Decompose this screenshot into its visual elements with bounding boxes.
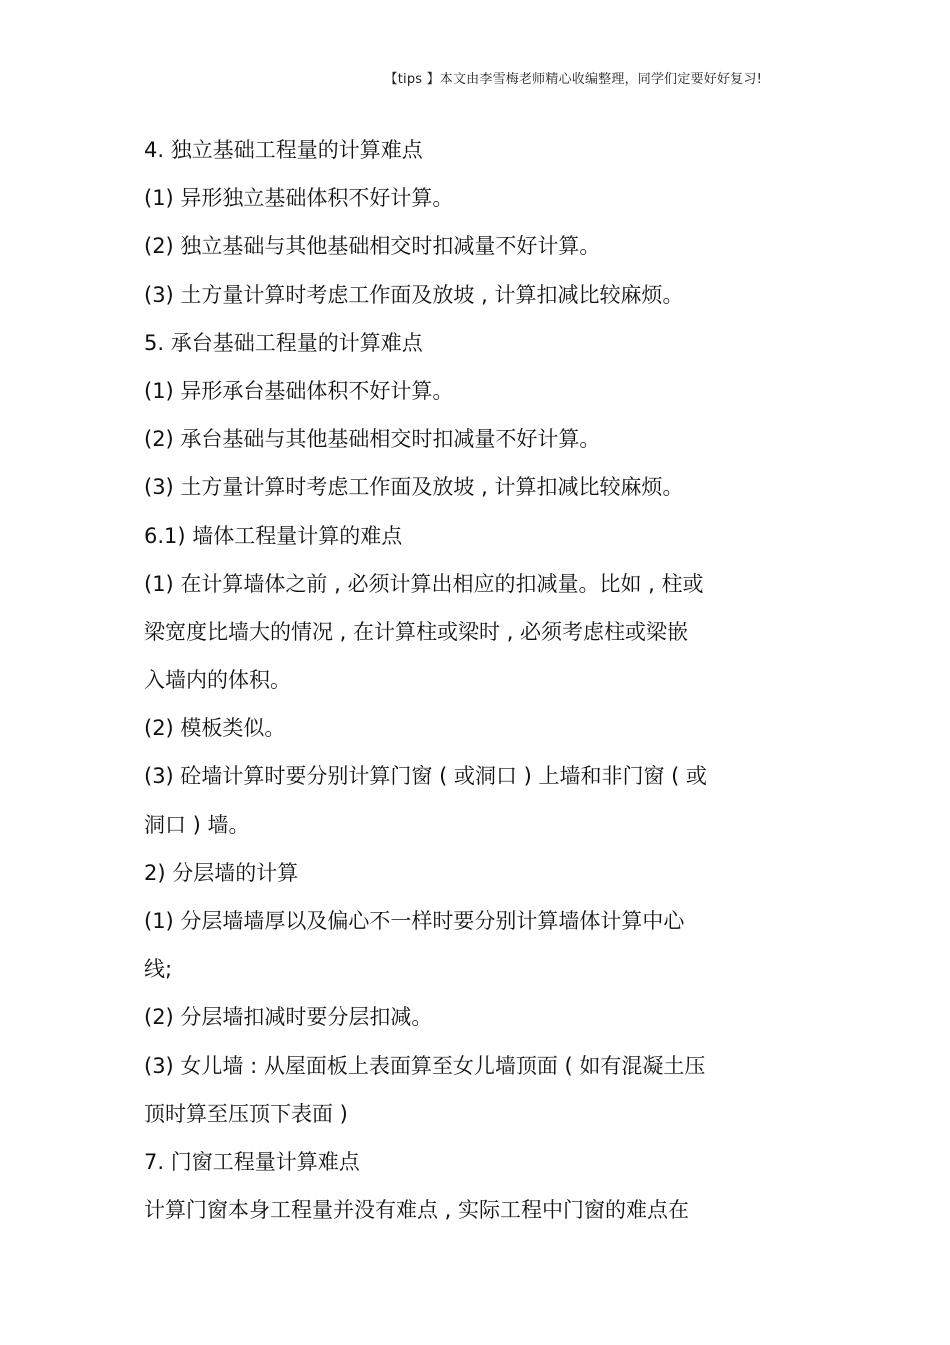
header-tip-note: 【tips 】本文由李雪梅老师精心收编整理，同学们定要好好复习! [384,72,762,87]
paragraph-line: (1) 分层墙墙厚以及偏心不一样时要分别计算墙体计算中心 [144,909,685,933]
paragraph-line: (3) 土方量计算时考虑工作面及放坡 , 计算扣减比较麻烦。 [144,475,684,500]
paragraph-line: (2) 承台基础与其他基础相交时扣减量不好计算。 [144,427,601,452]
paragraph-line: (3) 女儿墙 : 从屋面板上表面算至女儿墙顶面 ( 如有混凝土压 [144,1053,706,1078]
paragraph-line: (1) 异形承台基础体积不好计算。 [144,378,454,403]
paragraph-line: 顶时算至压顶下表面 ) [144,1101,348,1126]
paragraph-line: 线; [144,957,173,982]
paragraph-line: 洞口 ) 墙。 [144,812,250,837]
document-body [144,126,804,1234]
heading-7-doors-windows: 7. 门窗工程量计算难点 [144,1149,360,1174]
paragraph-line: (3) 砼墙计算时要分别计算门窗 ( 或洞口 ) 上墙和非门窗 ( 或 [144,764,708,789]
paragraph-line: (2) 模板类似。 [144,716,286,741]
paragraph-line: (3) 土方量计算时考虑工作面及放坡 , 计算扣减比较麻烦。 [144,282,684,307]
paragraph-line: 入墙内的体积。 [144,668,291,693]
heading-5-pile-cap-foundation: 5. 承台基础工程量的计算难点 [144,330,423,355]
paragraph-line: (2) 分层墙扣减时要分层扣减。 [144,1005,433,1030]
paragraph-line: 梁宽度比墙大的情况 , 在计算柱或梁时 , 必须考虑柱或梁嵌 [144,619,689,644]
heading-4-independent-foundation: 4. 独立基础工程量的计算难点 [144,138,423,162]
paragraph-line: (2) 独立基础与其他基础相交时扣减量不好计算。 [144,234,601,259]
paragraph-line: 计算门窗本身工程量并没有难点 , 实际工程中门窗的难点在 [144,1198,690,1223]
paragraph-line: (1) 异形独立基础体积不好计算。 [144,186,454,211]
heading-2-layered-wall: 2) 分层墙的计算 [144,860,299,885]
paragraph-line: (1) 在计算墙体之前 , 必须计算出相应的扣减量。比如 , 柱或 [144,571,704,596]
heading-6-1-wall: 6.1) 墙体工程量计算的难点 [144,523,403,548]
